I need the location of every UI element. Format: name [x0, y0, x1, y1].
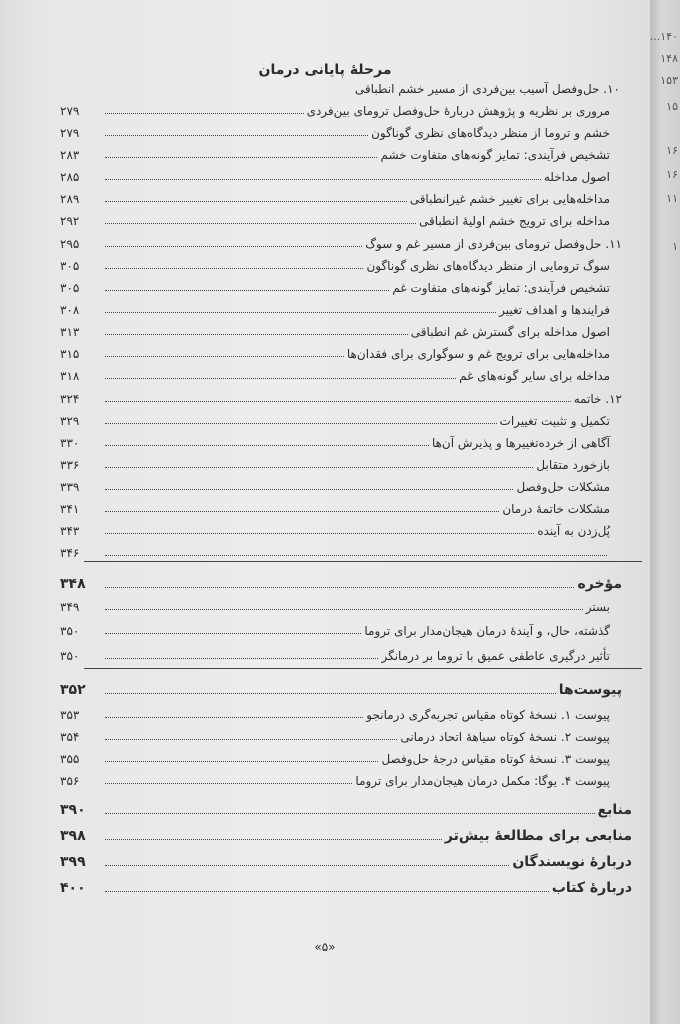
toc-entry-chapter-11[interactable]: ۲۹۵ ۱۱. حل‌وفصل ترومای بین‌فردی از مسیر غم و سوگ [60, 237, 622, 251]
edge-number: ۱۶ [666, 168, 678, 181]
divider [84, 668, 642, 669]
toc-entry[interactable]: ۲۷۹ مروری بر نظریه و پژوهش دربارهٔ حل‌وفصل ترومای بین‌فردی [60, 104, 610, 118]
edge-number: ۱۵۳ [660, 74, 678, 87]
toc-entry[interactable]: ۳۳۰ آگاهی از خرده‌تغییرها و پذیرش آن‌ها [60, 436, 610, 450]
toc-entry[interactable]: ۳۴۶ [60, 540, 610, 560]
toc-entry[interactable]: ۲۸۳ تشخیص فرآیندی: تمایز گونه‌های متفاوت خشم [60, 148, 610, 162]
toc-entry-chapter-12[interactable]: ۳۲۴ ۱۲. خاتمه [60, 392, 622, 406]
toc-entry[interactable]: ۳۱۳ اصول مداخله برای گسترش غم انطباقی [60, 325, 610, 339]
toc-entry-about-book[interactable]: ۴۰۰ دربارهٔ کتاب [60, 880, 632, 896]
edge-number: ۱۱ [666, 192, 678, 205]
toc-entry[interactable]: ۲۸۹ مداخله‌هایی برای تغییر خشم غیرانطباقی [60, 192, 610, 206]
next-page-edge [650, 0, 680, 1024]
toc-entry-chapter-10[interactable]: ۱۰. حل‌وفصل آسیب بین‌فردی از مسیر خشم انطباقی [354, 82, 620, 96]
edge-number: ۱۴۸ [660, 52, 678, 65]
edge-number: ۱۴۰... [650, 30, 678, 43]
toc-entry[interactable]: ۳۲۹ تکمیل و تثبیت تغییرات [60, 414, 610, 428]
toc-entry[interactable]: ۳۴۳ پُل‌زدن به آینده [60, 524, 610, 538]
toc-entry[interactable]: ۳۵۶ پیوست ۴. یوگا: مکمل درمان هیجان‌مدار برای تروما [60, 774, 610, 788]
toc-entry-appendices[interactable]: ۳۵۲ پیوست‌ها [60, 682, 622, 698]
toc-entry-further-reading[interactable]: ۳۹۸ منابعی برای مطالعهٔ بیش‌تر [60, 828, 632, 844]
toc-entry-references[interactable]: ۳۹۰ منابع [60, 802, 632, 818]
divider [84, 561, 642, 562]
toc-entry-epilogue[interactable]: ۳۴۸ مؤخره [60, 576, 622, 592]
page-number: «۵» [314, 940, 336, 954]
edge-number: ۱۶ [666, 144, 678, 157]
toc-entry[interactable]: ۳۰۵ تشخیص فرآیندی: تمایز گونه‌های متفاوت غم [60, 281, 610, 295]
toc-entry[interactable]: ۳۰۵ سوگ ترومایی از منظر دیدگاه‌های نظری گوناگون [60, 259, 610, 273]
toc-entry[interactable]: ۳۰۸ فرایندها و اهداف تغییر [60, 303, 610, 317]
toc-entry[interactable]: ۳۱۵ مداخله‌هایی برای ترویج غم و سوگواری برای فقدان‌ها [60, 347, 610, 361]
section-title: مرحلهٔ پایانی درمان [258, 62, 392, 78]
toc-entry[interactable]: ۳۴۹ بستر [60, 600, 610, 614]
toc-entry[interactable]: ۳۵۴ پیوست ۲. نسخهٔ کوتاه سیاههٔ اتحاد درمانی [60, 730, 610, 744]
toc-entry[interactable]: ۳۴۱ مشکلات خاتمهٔ درمان [60, 502, 610, 516]
toc-entry[interactable]: ۳۵۳ پیوست ۱. نسخهٔ کوتاه مقیاس تجربه‌گری درمانجو [60, 708, 610, 722]
toc-entry[interactable]: ۲۷۹ خشم و تروما از منظر دیدگاه‌های نظری گوناگون [60, 126, 610, 140]
toc-entry[interactable]: ۳۱۸ مداخله برای سایر گونه‌های غم [60, 369, 610, 383]
toc-entry[interactable]: ۲۸۵ اصول مداخله [60, 170, 610, 184]
edge-number: ۱۵ [666, 100, 678, 113]
toc-entry[interactable]: ۳۵۵ پیوست ۳. نسخهٔ کوتاه مقیاس درجهٔ حل‌وفصل [60, 752, 610, 766]
toc-entry[interactable]: ۳۳۹ مشکلات حل‌وفصل [60, 480, 610, 494]
toc-entry[interactable]: ۳۵۰ گذشته، حال، و آیندهٔ درمان هیجان‌مدار برای تروما [60, 624, 610, 638]
toc-entry-about-authors[interactable]: ۳۹۹ دربارهٔ نویسندگان [60, 854, 632, 870]
toc-entry[interactable]: ۲۹۲ مداخله برای ترویج خشم اولیهٔ انطباقی [60, 214, 610, 228]
toc-entry[interactable]: ۳۵۰ تأثیر درگیری عاطفی عمیق با تروما بر درمانگر [60, 649, 610, 663]
edge-number: ۱ [672, 240, 678, 253]
toc-entry[interactable]: ۳۳۶ بازخورد متقابل [60, 458, 610, 472]
